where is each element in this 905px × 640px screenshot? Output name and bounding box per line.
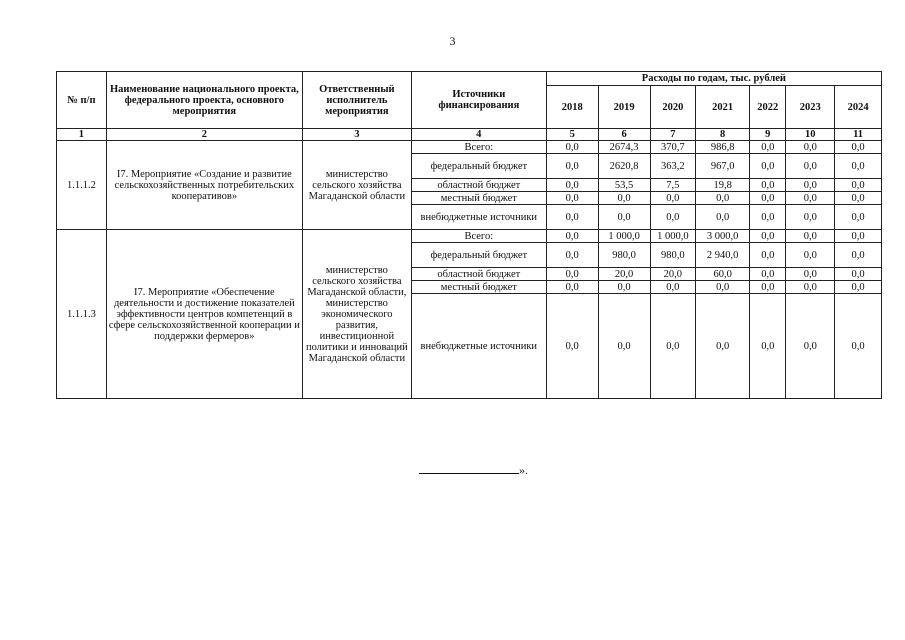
expense-value: 0,0 xyxy=(750,205,786,230)
signature-blank xyxy=(419,463,519,474)
expense-value: 0,0 xyxy=(696,192,750,205)
expense-value: 0,0 xyxy=(786,281,835,294)
closing-mark: ». xyxy=(519,463,528,477)
header-row-top xyxy=(57,72,882,86)
expense-value: 0,0 xyxy=(786,192,835,205)
column-number: 9 xyxy=(750,129,786,141)
funding-source: внебюджетные источники xyxy=(411,205,546,230)
table-row xyxy=(57,230,882,243)
column-number: 4 xyxy=(411,129,546,141)
expense-value: 2 940,0 xyxy=(696,243,750,268)
expense-value: 2620,8 xyxy=(598,154,650,179)
expense-value: 0,0 xyxy=(598,192,650,205)
footer-line xyxy=(419,463,528,478)
expense-value: 0,0 xyxy=(546,230,598,243)
expense-value: 0,0 xyxy=(750,268,786,281)
column-numbers-row xyxy=(57,129,882,141)
activity-name: I7. Мероприятие «Обеспечение деятельности и достижение показателей эффективности центров компетенций в сфере сельскохозяйственной кооперации и поддержки фермеров» xyxy=(106,230,302,399)
expense-value: 2674,3 xyxy=(598,141,650,154)
column-number: 3 xyxy=(302,129,411,141)
expense-value: 0,0 xyxy=(835,294,882,399)
expense-value: 0,0 xyxy=(835,230,882,243)
expense-value: 3 000,0 xyxy=(696,230,750,243)
row-number: 1.1.1.2 xyxy=(57,141,107,230)
funding-source: областной бюджет xyxy=(411,179,546,192)
header-col-sources: Источники финансирования xyxy=(411,72,546,129)
header-year: 2020 xyxy=(650,86,696,129)
header-year: 2024 xyxy=(835,86,882,129)
expense-value: 7,5 xyxy=(650,179,696,192)
expense-value: 980,0 xyxy=(650,243,696,268)
expense-value: 0,0 xyxy=(835,268,882,281)
header-col-num: № п/п xyxy=(57,72,107,129)
expense-value: 0,0 xyxy=(835,154,882,179)
expense-value: 0,0 xyxy=(696,205,750,230)
expense-value: 0,0 xyxy=(650,294,696,399)
expense-value: 0,0 xyxy=(598,294,650,399)
expense-value: 0,0 xyxy=(786,154,835,179)
expense-value: 980,0 xyxy=(598,243,650,268)
funding-source: Всего: xyxy=(411,141,546,154)
funding-source: внебюджетные источники xyxy=(411,294,546,399)
expense-value: 0,0 xyxy=(750,230,786,243)
expense-value: 0,0 xyxy=(696,294,750,399)
funding-source: федеральный бюджет xyxy=(411,154,546,179)
expense-value: 1 000,0 xyxy=(650,230,696,243)
expense-value: 0,0 xyxy=(786,294,835,399)
responsible-executor: министерство сельского хозяйства Магаданской области, министерство экономического развития, инвестиционной политики и инноваций Магаданской области xyxy=(302,230,411,399)
expense-value: 0,0 xyxy=(750,192,786,205)
column-number: 5 xyxy=(546,129,598,141)
expense-value: 0,0 xyxy=(835,281,882,294)
expense-value: 0,0 xyxy=(750,281,786,294)
column-number: 10 xyxy=(786,129,835,141)
expense-value: 53,5 xyxy=(598,179,650,192)
expense-value: 370,7 xyxy=(650,141,696,154)
table-row xyxy=(57,141,882,154)
expense-value: 0,0 xyxy=(650,192,696,205)
expense-value: 363,2 xyxy=(650,154,696,179)
column-number: 7 xyxy=(650,129,696,141)
column-number: 2 xyxy=(106,129,302,141)
expense-value: 0,0 xyxy=(750,141,786,154)
expense-value: 0,0 xyxy=(546,243,598,268)
expense-value: 0,0 xyxy=(786,243,835,268)
expense-value: 0,0 xyxy=(546,268,598,281)
header-col-name: Наименование национального проекта, федерального проекта, основного мероприятия xyxy=(106,72,302,129)
header-year: 2021 xyxy=(696,86,750,129)
expense-value: 0,0 xyxy=(835,243,882,268)
column-number: 6 xyxy=(598,129,650,141)
expense-value: 0,0 xyxy=(750,294,786,399)
expense-value: 60,0 xyxy=(696,268,750,281)
expense-value: 20,0 xyxy=(650,268,696,281)
expense-value: 0,0 xyxy=(835,205,882,230)
expense-value: 0,0 xyxy=(750,154,786,179)
expense-value: 0,0 xyxy=(696,281,750,294)
expense-value: 0,0 xyxy=(750,243,786,268)
row-number: 1.1.1.3 xyxy=(57,230,107,399)
header-year: 2019 xyxy=(598,86,650,129)
expense-value: 20,0 xyxy=(598,268,650,281)
expense-value: 967,0 xyxy=(696,154,750,179)
column-number: 11 xyxy=(835,129,882,141)
responsible-executor: министерство сельского хозяйства Магаданской области xyxy=(302,141,411,230)
expense-value: 0,0 xyxy=(835,192,882,205)
expense-value: 0,0 xyxy=(598,281,650,294)
expense-value: 0,0 xyxy=(598,205,650,230)
funding-source: федеральный бюджет xyxy=(411,243,546,268)
expense-value: 0,0 xyxy=(835,179,882,192)
table-body xyxy=(57,72,882,399)
funding-source: областной бюджет xyxy=(411,268,546,281)
funding-source: Всего: xyxy=(411,230,546,243)
expense-value: 0,0 xyxy=(546,281,598,294)
expense-value: 0,0 xyxy=(546,205,598,230)
expense-value: 0,0 xyxy=(750,179,786,192)
header-year: 2022 xyxy=(750,86,786,129)
page-number: 3 xyxy=(449,34,456,48)
expense-value: 0,0 xyxy=(786,141,835,154)
expense-value: 0,0 xyxy=(546,179,598,192)
expense-value: 0,0 xyxy=(650,281,696,294)
expense-value: 19,8 xyxy=(696,179,750,192)
expense-value: 0,0 xyxy=(835,141,882,154)
funding-source: местный бюджет xyxy=(411,281,546,294)
expense-value: 986,8 xyxy=(696,141,750,154)
activity-name: I7. Мероприятие «Создание и развитие сельскохозяйственных потребительских кооперативов» xyxy=(106,141,302,230)
header-col-expenses: Расходы по годам, тыс. рублей xyxy=(546,72,881,86)
expense-value: 0,0 xyxy=(650,205,696,230)
expense-value: 0,0 xyxy=(546,154,598,179)
header-year: 2023 xyxy=(786,86,835,129)
column-number: 8 xyxy=(696,129,750,141)
expense-value: 0,0 xyxy=(786,230,835,243)
expense-value: 0,0 xyxy=(786,268,835,281)
expense-value: 0,0 xyxy=(786,179,835,192)
expense-value: 0,0 xyxy=(546,294,598,399)
header-year: 2018 xyxy=(546,86,598,129)
column-number: 1 xyxy=(57,129,107,141)
header-col-responsible: Ответственный исполнитель мероприятия xyxy=(302,72,411,129)
expense-value: 0,0 xyxy=(786,205,835,230)
expenses-table xyxy=(56,71,882,399)
funding-source: местный бюджет xyxy=(411,192,546,205)
expense-value: 0,0 xyxy=(546,192,598,205)
expense-value: 1 000,0 xyxy=(598,230,650,243)
expense-value: 0,0 xyxy=(546,141,598,154)
